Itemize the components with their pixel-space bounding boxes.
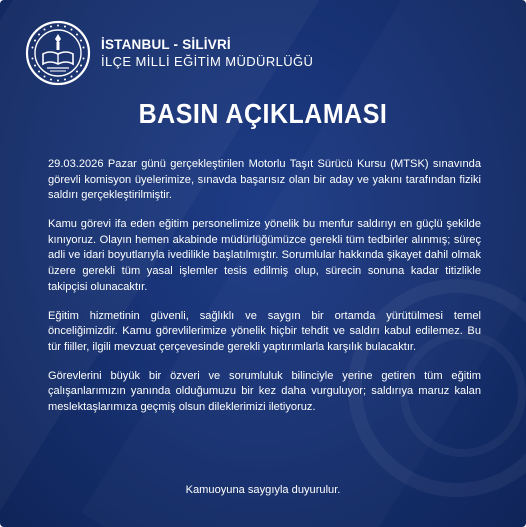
directorate-city: İSTANBUL - SİLİVRİ <box>101 37 231 52</box>
closing-statement: Kamuoyuna saygıyla duyurulur. <box>185 484 341 496</box>
paragraph: 29.03.2026 Pazar günü gerçekleştirilen Motorlu Taşıt Sürücü Kursu (MTSK) sınavında görevli komisyon üyelerimize, sınavda başarısız olan bir aday ve yakını tarafından fiziki saldırı gerçekleştirilmiştir. <box>48 158 481 202</box>
paragraph: Kamu görevi ifa eden eğitim personelimize yönelik bu menfur saldırıyı en güçlü şekilde kınıyoruz. Olayın hemen akabinde müdürlüğümüzce gerekli tüm tedbirler alınmış; süreç adli ve idari boyutlarıyla ivedilikle başlatılmıştır. Sorumlular hakkında şikayet dahil olmak üzere gerekli tüm yasal işlemler tesis edilmiş olup, sürecin sonuna kadar titizlikle takipçisi olunacaktır. <box>48 218 481 293</box>
page-title: BASIN AÇIKLAMASI <box>138 98 388 130</box>
paragraph: Eğitim hizmetinin güvenli, sağlıklı ve saygın bir ortamda yürütülmesi temel önceliğimizdir. Kamu görevlilerimize yönelik hiçbir tehdit ve saldırı kabul edilemez. Bu tür fiiller, ilgili mevzuat çerçevesinde gerekli yaptırımlarla karşılık bulacaktır. <box>48 309 481 353</box>
paragraph: Görevlerini büyük bir özveri ve sorumluluk bilinciyle yerine getiren tüm eğitim çalışanlarımızın yanında olduğumuzu bir kez daha vurguluyor; saldırıya maruz kalan meslektaşlarımıza geçmiş olsun dileklerimizi iletiyoruz. <box>48 369 481 413</box>
meb-logo-icon <box>25 20 91 86</box>
press-release-body <box>48 157 481 429</box>
header <box>25 20 313 86</box>
directorate-name: İLÇE MİLLİ EĞİTİM MÜDÜRLÜĞÜ <box>101 54 314 69</box>
